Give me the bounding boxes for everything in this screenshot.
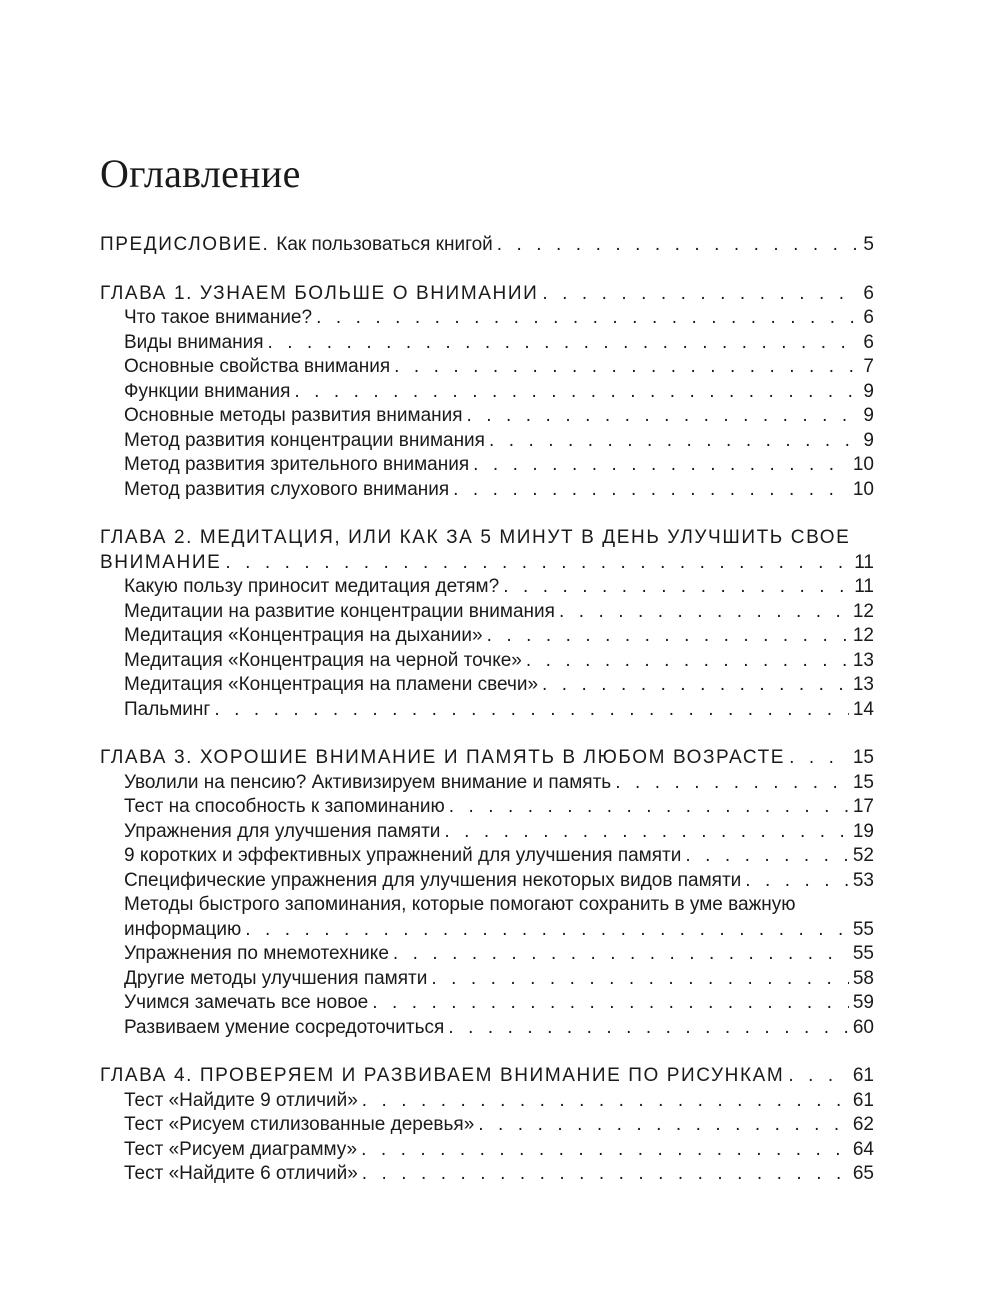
item-title: Метод развития слухового внимания — [124, 478, 450, 500]
toc-item[interactable] — [100, 820, 874, 845]
item-title: Основные свойства внимания — [124, 356, 391, 377]
chapter-heading-line-1[interactable]: ГЛАВА 2. МЕДИТАЦИЯ, ИЛИ КАК ЗА 5 МИНУТ В ДЕНЬ УЛУЧШИТЬ СВОЕ — [100, 527, 851, 548]
toc-item[interactable] — [100, 429, 874, 454]
dot-leader — [685, 844, 849, 869]
toc-chapter-4 — [100, 1064, 874, 1187]
toc-item[interactable] — [100, 771, 874, 796]
toc-item[interactable] — [100, 575, 874, 600]
item-title: Медитация «Концентрация на дыхании» — [124, 625, 483, 646]
item-title: Тест «Найдите 6 отличий» — [124, 1163, 358, 1184]
dot-leader — [526, 649, 849, 674]
toc-item[interactable] — [100, 795, 874, 820]
page-number: 7 — [863, 356, 874, 377]
toc-item[interactable] — [100, 1089, 874, 1114]
item-title: Метод развития зрительного внимания — [124, 454, 470, 475]
item-title: Упражнения по мнемотехнике — [124, 943, 389, 964]
item-title: Упражнения для улучшения памяти — [124, 820, 441, 842]
toc-item-line-1[interactable]: Методы быстрого запоминания, которые помогают сохранить в уме важную — [124, 894, 796, 915]
item-title: Специфические упражнения для улучшения некоторых видов памяти — [124, 869, 742, 891]
chapter-title: ГЛАВА 1. УЗНАЕМ БОЛЬШЕ О ВНИМАНИИ — [100, 282, 539, 304]
dot-leader — [448, 1016, 849, 1041]
toc-item[interactable] — [100, 967, 874, 992]
toc-item[interactable] — [100, 649, 874, 674]
toc-item[interactable] — [100, 869, 874, 894]
page-number: 6 — [863, 307, 874, 328]
dot-leader — [615, 771, 849, 796]
dot-leader — [294, 380, 859, 405]
page-number: 53 — [852, 869, 874, 891]
item-title: 9 коротких и эффективных упражнений для улучшения памяти — [124, 845, 682, 866]
page-number: 13 — [852, 649, 874, 671]
page-number: 13 — [852, 674, 874, 695]
item-title: Медитация «Концентрация на черной точке» — [124, 649, 522, 671]
page-number: 12 — [852, 600, 874, 622]
toc-item[interactable] — [100, 991, 874, 1016]
item-title: Функции внимания — [124, 380, 291, 402]
dot-leader — [449, 795, 849, 820]
page-number: 52 — [852, 845, 874, 866]
item-title: Тест «Найдите 9 отличий» — [124, 1089, 358, 1111]
item-title: Виды внимания — [124, 331, 264, 353]
dot-leader — [316, 306, 859, 331]
toc-item[interactable] — [100, 355, 874, 380]
page-number: 11 — [854, 576, 874, 597]
item-title: Тест «Рисуем стилизованные деревья» — [124, 1114, 475, 1135]
page-number: 58 — [852, 967, 874, 989]
page-number: 64 — [852, 1138, 874, 1160]
page-number: 11 — [854, 551, 874, 573]
toc-item[interactable] — [100, 844, 874, 869]
page-number: 19 — [852, 820, 874, 842]
page-number: 65 — [852, 1163, 874, 1184]
page-number: 9 — [863, 405, 874, 426]
preface-label: ПРЕДИСЛОВИЕ. — [100, 234, 270, 255]
page-number: 10 — [852, 478, 874, 500]
toc-chapter-1 — [100, 282, 874, 503]
page-number: 61 — [852, 1065, 874, 1086]
page-number: 60 — [852, 1016, 874, 1038]
chapter-heading[interactable] — [100, 551, 874, 576]
toc-item[interactable] — [100, 600, 874, 625]
item-title: Уволили на пенсию? Активизируем внимание и память — [124, 771, 612, 793]
page-number: 61 — [852, 1089, 874, 1111]
chapter-title: ГЛАВА 4. ПРОВЕРЯЕМ И РАЗВИВАЕМ ВНИМАНИЕ ПО РИСУНКАМ — [100, 1065, 785, 1086]
toc-item[interactable] — [100, 331, 874, 356]
dot-leader — [788, 1064, 849, 1089]
dot-leader — [745, 869, 849, 894]
toc-item[interactable] — [100, 380, 874, 405]
page-number: 9 — [863, 429, 874, 451]
page-number: 10 — [852, 454, 874, 475]
page-number: 14 — [852, 698, 874, 720]
dot-leader — [503, 575, 850, 600]
item-title: Медитация «Концентрация на пламени свечи» — [124, 674, 539, 695]
page-number: 17 — [852, 796, 874, 817]
dot-leader — [542, 673, 849, 698]
dot-leader — [372, 991, 849, 1016]
page-title: Оглавление — [100, 151, 301, 196]
item-title: Основные методы развития внимания — [124, 405, 463, 426]
dot-leader — [361, 1138, 849, 1163]
item-title: Другие методы улучшения памяти — [124, 967, 428, 989]
item-title: Тест «Рисуем диаграмму» — [124, 1138, 358, 1160]
toc-item[interactable] — [100, 478, 874, 503]
dot-leader — [225, 551, 850, 576]
toc-item[interactable] — [100, 1113, 874, 1138]
toc-item[interactable] — [100, 698, 874, 723]
toc-item[interactable] — [100, 624, 874, 649]
toc-item[interactable] — [100, 1016, 874, 1041]
dot-leader — [393, 942, 849, 967]
dot-leader — [362, 1162, 849, 1187]
item-title: Учимся замечать все новое — [124, 992, 369, 1013]
dot-leader — [542, 282, 859, 307]
dot-leader — [497, 233, 860, 258]
chapter-heading[interactable] — [100, 1064, 874, 1089]
dot-leader — [245, 918, 849, 943]
chapter-heading[interactable] — [100, 746, 874, 771]
page-number: 5 — [863, 234, 874, 255]
dot-leader — [453, 478, 849, 503]
page-number: 15 — [852, 747, 874, 768]
dot-leader — [789, 746, 849, 771]
toc-chapter-2 — [100, 526, 874, 722]
item-title: Что такое внимание? — [124, 307, 313, 328]
dot-leader — [431, 967, 849, 992]
item-title: Какую пользу приносит медитация детям? — [124, 576, 500, 597]
page-number: 55 — [852, 918, 874, 940]
item-title: Развиваем умение сосредоточиться — [124, 1016, 445, 1038]
preface-subtitle: Как пользоваться книгой — [276, 234, 493, 255]
dot-leader — [473, 453, 849, 478]
toc-preface-section — [100, 233, 874, 258]
dot-leader — [362, 1089, 849, 1114]
dot-leader — [487, 624, 849, 649]
toc-preface-entry[interactable] — [100, 233, 874, 258]
dot-leader — [478, 1113, 849, 1138]
page-number: 6 — [863, 331, 874, 353]
toc-item[interactable] — [100, 918, 874, 943]
toc-item[interactable] — [100, 404, 874, 429]
page-number: 15 — [852, 771, 874, 793]
chapter-title: ВНИМАНИЕ — [100, 551, 222, 573]
dot-leader — [444, 820, 848, 845]
dot-leader — [268, 331, 860, 356]
dot-leader — [214, 698, 849, 723]
toc-item[interactable] — [100, 453, 874, 478]
page-number: 12 — [852, 625, 874, 646]
toc-chapter-3 — [100, 746, 874, 1040]
toc-item[interactable] — [100, 1162, 874, 1187]
page-number: 6 — [863, 282, 874, 304]
dot-leader — [467, 404, 860, 429]
toc-item[interactable] — [100, 1138, 874, 1163]
page-number: 55 — [852, 943, 874, 964]
toc-item[interactable] — [100, 942, 874, 967]
item-title: Тест на способность к запоминанию — [124, 796, 445, 817]
page-number: 59 — [852, 992, 874, 1013]
dot-leader — [559, 600, 849, 625]
page-number: 62 — [852, 1114, 874, 1135]
page-number: 9 — [863, 380, 874, 402]
table-of-contents — [100, 233, 874, 1211]
chapter-title: ГЛАВА 3. ХОРОШИЕ ВНИМАНИЕ И ПАМЯТЬ В ЛЮБОМ ВОЗРАСТЕ — [100, 747, 786, 768]
item-title: Медитации на развитие концентрации внимания — [124, 600, 555, 622]
chapter-heading[interactable] — [100, 282, 874, 307]
item-title: информацию — [124, 918, 242, 940]
toc-item[interactable] — [100, 673, 874, 698]
toc-item[interactable] — [100, 306, 874, 331]
dot-leader — [394, 355, 859, 380]
item-title: Пальминг — [124, 698, 211, 720]
dot-leader — [489, 429, 859, 454]
item-title: Метод развития концентрации внимания — [124, 429, 485, 451]
